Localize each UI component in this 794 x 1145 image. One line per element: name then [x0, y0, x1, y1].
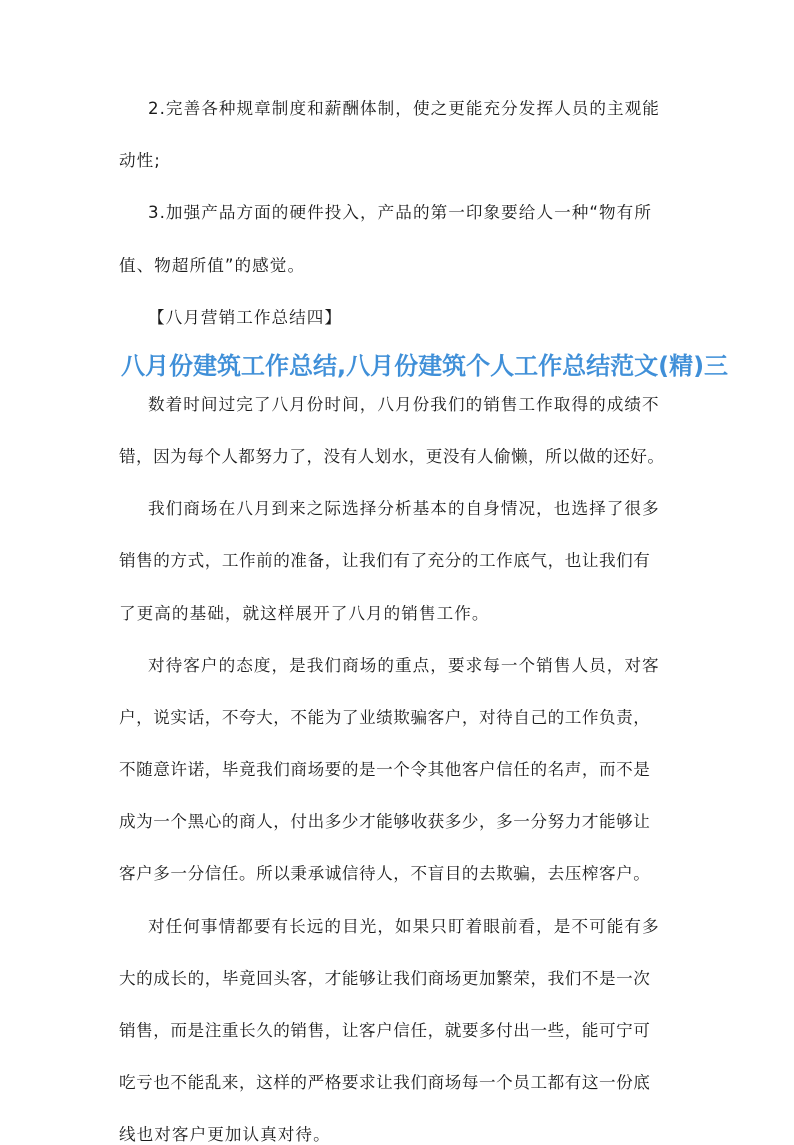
paragraph-line: 销售的方式，工作前的准备，让我们有了充分的工作底气，也让我们有 [119, 551, 651, 571]
paragraph-line: 对任何事情都要有长远的目光，如果只盯着眼前看，是不可能有多 [148, 916, 660, 936]
paragraph-line: 成为一个黑心的商人，付出多少才能够收获多少，多一分努力才能够让 [119, 812, 651, 832]
paragraph-line: 客户多一分信任。所以秉承诚信待人，不盲目的去欺骗，去压榨客户。 [119, 864, 651, 884]
paragraph-line: 户，说实话，不夸大，不能为了业绩欺骗客户，对待自己的工作负责， [119, 707, 651, 727]
paragraph-line: 错，因为每个人都努力了，没有人划水，更没有人偷懒，所以做的还好。 [119, 446, 665, 466]
list-item-2-line-2: 动性; [119, 151, 161, 171]
document-title: 八月份建筑工作总结,八月份建筑个人工作总结范文(精)三 [121, 351, 729, 380]
paragraph-line: 对待客户的态度，是我们商场的重点，要求每一个销售人员，对客 [148, 655, 660, 675]
list-item-2-line-1: 2.完善各种规章制度和薪酬体制，使之更能充分发挥人员的主观能 [148, 99, 660, 118]
list-item-3-line-1: 3.加强产品方面的硬件投入，产品的第一印象要给人一种“物有所 [148, 203, 652, 223]
paragraph-line: 不随意许诺，毕竟我们商场要的是一个令其他客户信任的名声，而不是 [119, 760, 651, 780]
paragraph-line: 我们商场在八月到来之际选择分析基本的自身情况，也选择了很多 [148, 499, 660, 519]
list-item-3-line-2: 值、物超所值”的感觉。 [119, 255, 306, 275]
paragraph-line: 线也对客户更加认真对待。 [119, 1125, 331, 1145]
document-body [119, 98, 729, 1145]
paragraph-line: 了更高的基础，就这样展开了八月的销售工作。 [119, 603, 490, 623]
paragraph-line: 吃亏也不能乱来，这样的严格要求让我们商场每一个员工都有这一份底 [119, 1073, 651, 1093]
paragraph-line: 销售，而是注重长久的销售，让客户信任，就要多付出一些，能可宁可 [119, 1021, 651, 1040]
paragraph-line: 大的成长的，毕竟回头客，才能够让我们商场更加繁荣，我们不是一次 [119, 968, 651, 988]
section-heading: 【八月营销工作总结四】 [148, 307, 343, 327]
paragraph-line: 数着时间过完了八月份时间，八月份我们的销售工作取得的成绩不 [148, 394, 660, 414]
